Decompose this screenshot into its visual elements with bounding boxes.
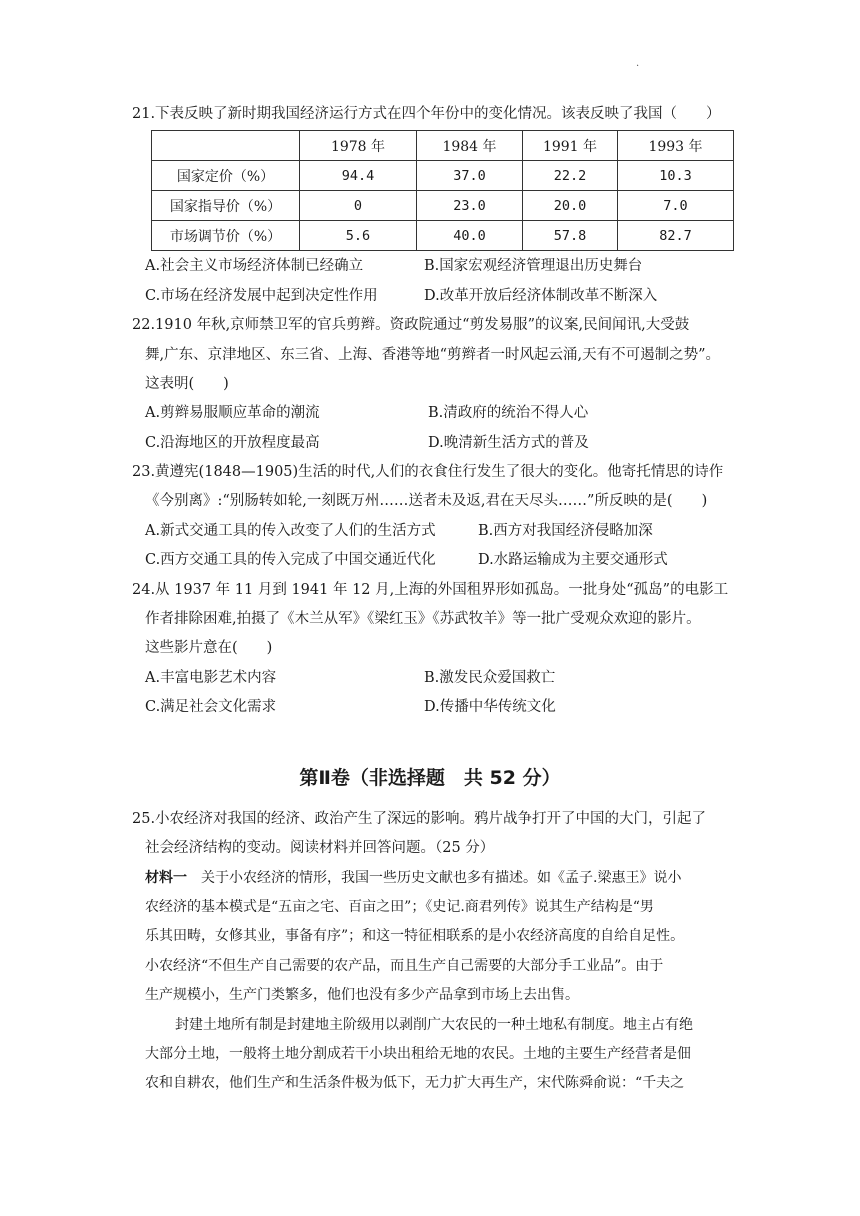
material-1-line-6: 封建土地所有制是封建地主阶级用以剥削广大农民的一种土地私有制度。地主占有绝 [175, 1017, 693, 1033]
table-cell: 23.0 [417, 191, 523, 221]
table-corner-cell [152, 131, 300, 161]
q21-option-c: C.市场在经济发展中起到决定性作用 [145, 288, 378, 304]
table-cell: 7.0 [618, 191, 734, 221]
q23-option-b: B.西方对我国经济侵略加深 [478, 523, 653, 539]
table-row-label: 市场调节价（%） [152, 221, 300, 251]
table-cell: 22.2 [523, 161, 618, 191]
q22-line-2: 舞,广东、京津地区、东三省、上海、香港等地“剪辫者一时风起云涌,天有不可遏制之势”。 [145, 347, 721, 363]
q22-option-d: D.晚清新生活方式的普及 [428, 435, 589, 451]
q21-option-a: A.社会主义市场经济体制已经确立 [145, 258, 364, 274]
material-1-line-5: 生产规模小，生产门类繁多，他们也没有多少产品拿到市场上去出售。 [145, 987, 579, 1003]
q25-line-2: 社会经济结构的变动。阅读材料并回答问题。（25 分） [145, 840, 495, 856]
q24-option-d: D.传播中华传统文化 [424, 699, 556, 715]
table-row-label: 国家定价（%） [152, 161, 300, 191]
table-header-row [152, 131, 734, 161]
q25-line-1: 25.小农经济对我国的经济、政治产生了深远的影响。鸦片战争打开了中国的大门，引起了 [132, 811, 707, 827]
material-label: 材料一 [145, 870, 187, 886]
table-cell: 37.0 [417, 161, 523, 191]
table-row [152, 191, 734, 221]
q24-line-3: 这些影片意在( ) [145, 640, 273, 656]
q24-option-b: B.激发民众爱国救亡 [424, 670, 556, 686]
q23-option-c: C.西方交通工具的传入完成了中国交通近代化 [145, 552, 436, 568]
page-dot: . [636, 58, 640, 69]
q22-option-c: C.沿海地区的开放程度最高 [145, 435, 320, 451]
material-1-line-4: 小农经济“不但生产自己需要的农产品，而且生产自己需要的大部分手工业品”。由于 [145, 958, 664, 974]
q22-line-3: 这表明( ) [145, 376, 229, 392]
table-cell: 0 [300, 191, 417, 221]
table-year-header: 1991 年 [523, 131, 618, 161]
table-row [152, 161, 734, 191]
q24-option-c: C.满足社会文化需求 [145, 699, 277, 715]
price-table [151, 130, 734, 251]
q22-option-b: B.清政府的统治不得人心 [428, 405, 589, 421]
table-cell: 40.0 [417, 221, 523, 251]
table-row [152, 221, 734, 251]
table-year-header: 1978 年 [300, 131, 417, 161]
q21-stem: 21.下表反映了新时期我国经济运行方式在四个年份中的变化情况。该表反映了我国（ ） [132, 106, 721, 122]
q21-option-d: D.改革开放后经济体制改革不断深入 [424, 288, 658, 304]
q21-option-b: B.国家宏观经济管理退出历史舞台 [424, 258, 643, 274]
table-year-header: 1993 年 [618, 131, 734, 161]
table-cell: 5.6 [300, 221, 417, 251]
q22-line-1: 22.1910 年秋,京师禁卫军的官兵剪辫。资政院通过“剪发易服”的议案,民间闻讯,大受鼓 [132, 317, 690, 333]
material-text: 关于小农经济的情形，我国一些历史文献也多有描述。如《孟子.梁惠王》说小 [187, 870, 682, 886]
q23-line-1: 23.黄遵宪(1848—1905)生活的时代,人们的衣食住行发生了很大的变化。他寄托情思的诗作 [132, 464, 724, 480]
material-1-line-1 [145, 868, 681, 888]
table-cell: 57.8 [523, 221, 618, 251]
table-cell: 20.0 [523, 191, 618, 221]
table-cell: 94.4 [300, 161, 417, 191]
material-1-line-2: 农经济的基本模式是“五亩之宅、百亩之田”；《史记.商君列传》说其生产结构是“男 [145, 899, 654, 915]
q24-line-1: 24.从 1937 年 11 月到 1941 年 12 月,上海的外国租界形如孤岛。一批身处“孤岛”的电影工 [132, 582, 729, 598]
q24-option-a: A.丰富电影艺术内容 [145, 670, 277, 686]
q23-option-a: A.新式交通工具的传入改变了人们的生活方式 [145, 523, 436, 539]
q23-option-d: D.水路运输成为主要交通形式 [478, 552, 668, 568]
q23-line-2: 《今别离》:“别肠转如轮,一刻既万州……送者未及返,君在天尽头……”所反映的是( ) [145, 493, 708, 509]
material-1-line-3: 乐其田畴，女修其业，事备有序”；和这一特征相联系的是小农经济高度的自给自足性。 [145, 928, 685, 944]
material-1-line-7: 大部分土地，一般将土地分割成若干小块出租给无地的农民。土地的主要生产经营者是佃 [145, 1046, 691, 1062]
q24-line-2: 作者排除困难,拍摄了《木兰从军》《梁红玉》《苏武牧羊》等一批广受观众欢迎的影片。 [145, 611, 701, 627]
section-title: 第Ⅱ卷（非选择题 共 52 分） [299, 767, 561, 789]
table-year-header: 1984 年 [417, 131, 523, 161]
table-cell: 82.7 [618, 221, 734, 251]
q22-option-a: A.剪辫易服顺应革命的潮流 [145, 405, 320, 421]
table-cell: 10.3 [618, 161, 734, 191]
material-1-line-8: 农和自耕农，他们生产和生活条件极为低下，无力扩大再生产，宋代陈舜俞说：“千夫之 [145, 1075, 685, 1091]
table-row-label: 国家指导价（%） [152, 191, 300, 221]
